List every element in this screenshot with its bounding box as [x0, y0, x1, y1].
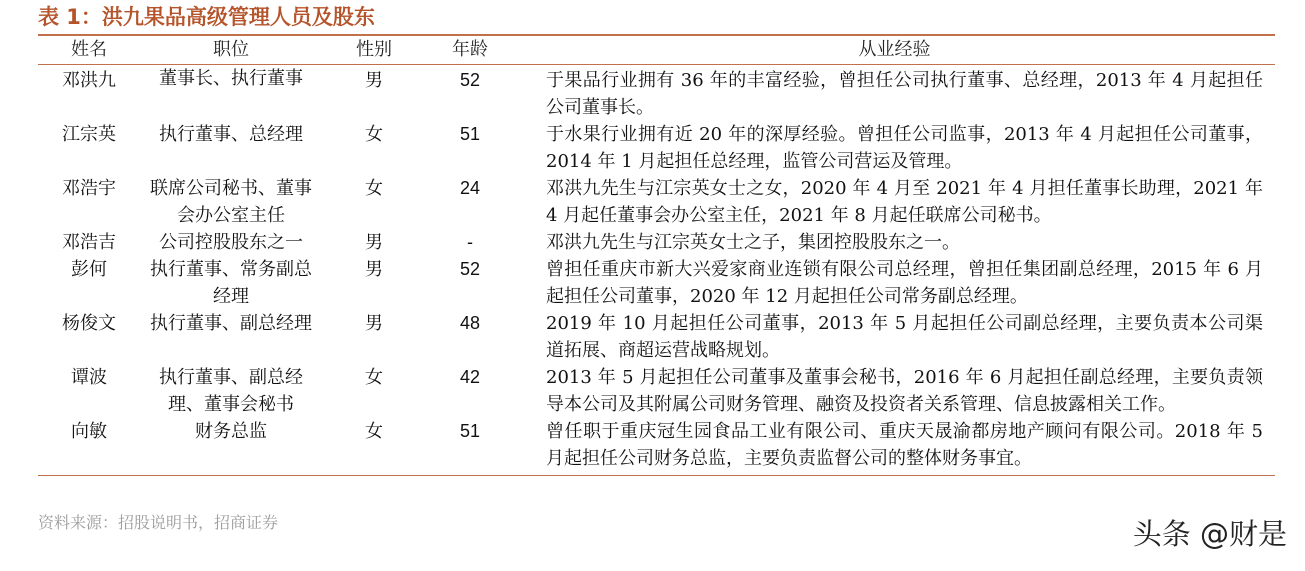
cell-age: 52 — [459, 259, 481, 279]
cell-gender: 女 — [365, 421, 383, 442]
cell-name: 谭波 — [71, 367, 107, 388]
table-title: 表 1：洪九果品高级管理人员及股东 — [38, 5, 375, 29]
table-row — [38, 229, 1275, 256]
cell-age: - — [467, 232, 473, 252]
watermark-text: 头条 @财是 — [1132, 517, 1287, 551]
cell-gender: 女 — [365, 178, 383, 199]
cell-name: 向敏 — [71, 421, 107, 442]
table-row — [38, 256, 1275, 310]
table-row — [38, 65, 1275, 122]
cell-name: 邓洪九 — [62, 70, 116, 91]
cell-name: 邓浩吉 — [62, 232, 116, 253]
cell-experience: 曾担任重庆市新大兴爱家商业连锁有限公司总经理，曾担任集团副总经理，2015 年 6 月起担任公司董事，2020 年 12 月起担任公司常务副总经理。 — [546, 259, 1263, 307]
cell-position: 董事长、执行董事 — [159, 68, 303, 89]
management-table — [38, 34, 1275, 476]
cell-name: 江宗英 — [62, 124, 116, 145]
cell-position: 执行董事、总经理 — [159, 124, 303, 145]
cell-position: 执行董事、副总经理、董事会秘书 — [159, 367, 303, 415]
cell-gender: 男 — [365, 70, 383, 91]
cell-age: 51 — [459, 421, 481, 441]
header-gender: 性别 — [356, 39, 392, 60]
cell-gender: 女 — [365, 124, 383, 145]
cell-experience: 2019 年 10 月起担任公司董事，2013 年 5 月起担任公司副总经理，主要负责本公司渠道拓展、商超运营战略规划。 — [546, 313, 1263, 361]
table-row — [38, 121, 1275, 175]
cell-position: 联席公司秘书、董事会办公室主任 — [150, 178, 312, 226]
table-row — [38, 418, 1275, 476]
table-header-row — [38, 35, 1275, 65]
table-row — [38, 364, 1275, 418]
header-name: 姓名 — [71, 39, 107, 60]
cell-gender: 男 — [365, 232, 383, 253]
cell-age: 48 — [459, 313, 481, 333]
cell-position: 公司控股股东之一 — [159, 232, 303, 253]
header-experience: 从业经验 — [858, 39, 931, 60]
cell-experience: 邓洪九先生与江宗英女士之子，集团控股股东之一。 — [546, 232, 960, 253]
cell-name: 彭何 — [71, 259, 107, 280]
cell-experience: 邓洪九先生与江宗英女士之女，2020 年 4 月至 2021 年 4 月担任董事长助理，2021 年 4 月起任董事会办公室主任，2021 年 8 月起任联席公司秘书。 — [546, 178, 1263, 226]
source-note: 资料来源：招股说明书，招商证券 — [38, 513, 279, 532]
cell-experience: 于果品行业拥有 36 年的丰富经验，曾担任公司执行董事、总经理，2013 年 4 月起担任公司董事长。 — [546, 70, 1263, 118]
cell-experience: 曾任职于重庆冠生园食品工业有限公司、重庆天晟渝都房地产顾问有限公司。2018 年 5 月起担任公司财务总监，主要负责监督公司的整体财务事宜。 — [546, 421, 1263, 469]
cell-age: 51 — [459, 124, 481, 144]
cell-age: 42 — [459, 367, 481, 387]
cell-gender: 男 — [365, 313, 383, 334]
table-row — [38, 175, 1275, 229]
cell-position: 执行董事、常务副总经理 — [150, 259, 312, 307]
header-position: 职位 — [213, 39, 249, 60]
cell-gender: 男 — [365, 259, 383, 280]
cell-experience: 2013 年 5 月起担任公司董事及董事会秘书，2016 年 6 月起担任副总经理，主要负责领导本公司及其附属公司财务管理、融资及投资者关系管理、信息披露相关工作。 — [546, 367, 1263, 415]
cell-name: 邓浩宇 — [62, 178, 116, 199]
header-age: 年龄 — [452, 39, 488, 60]
cell-experience: 于水果行业拥有近 20 年的深厚经验。曾担任公司监事，2013 年 4 月起担任公司董事，2014 年 1 月起担任总经理，监管公司营运及管理。 — [546, 124, 1263, 172]
cell-age: 52 — [459, 70, 481, 90]
cell-gender: 女 — [365, 367, 383, 388]
cell-position: 执行董事、副总经理 — [150, 313, 312, 334]
table-row — [38, 310, 1275, 364]
cell-position: 财务总监 — [195, 421, 267, 442]
cell-age: 24 — [459, 178, 481, 198]
cell-name: 杨俊文 — [62, 313, 116, 334]
